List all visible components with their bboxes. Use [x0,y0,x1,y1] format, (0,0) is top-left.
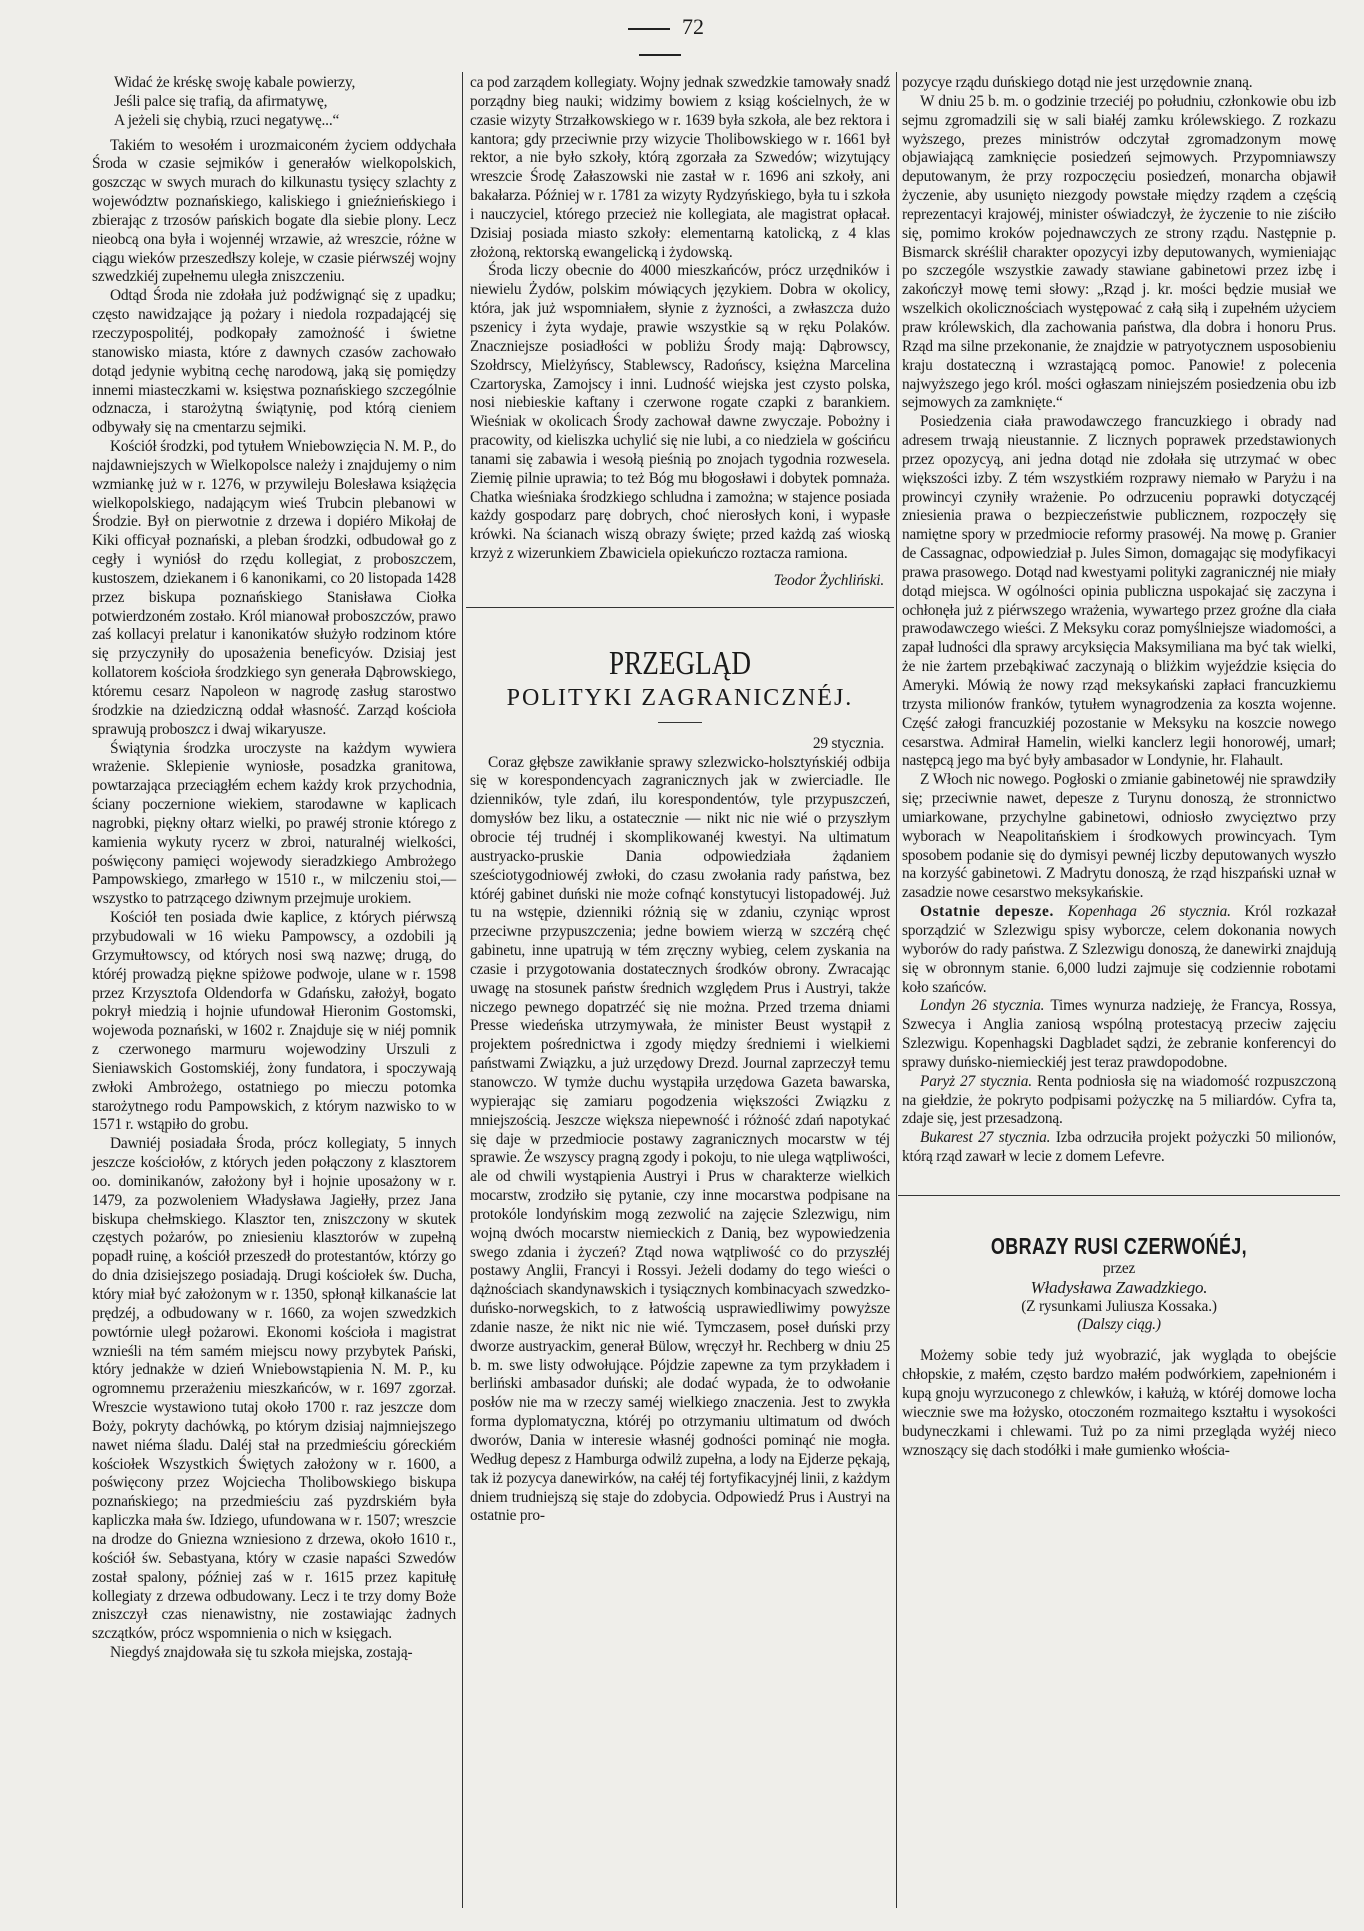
section-date: 29 stycznia. [812,734,884,752]
column-3 [902,74,1336,1460]
feuilleton-title: OBRAZY RUSI CZERWOŃÉJ, [990,1232,1248,1259]
dispatch-text: Renta podniosła się na wiadomość rozpuszczoną na giełdzie, że pokryto podpisami pożyczkę na 5 miliardów. Cyfra ta, zdaje się, jest przesadzoną. [902,1072,1336,1128]
paragraph: ca pod zarządem kollegiaty. Wojny jednak szwedzkie tamowały snadź porządny bieg nauki; widzimy bowiem z ksiąg kościelnych, że w czasie wizyty Strzałkowskiego w r. 1639 była szkoła, ale bez rektora i kantora; gdy przeciwnie przy wizycie Tholibowskiego w r. 1661 był rektor, a nie było szkoły, którą zgorzała za Szwedów; wizytujący wreszcie Środę Załaszowski nie zastał w r. 1696 ani szkoły, ani bakałarza. Później w r. 1781 za wizyty Rydzyńskiego, była tu i szkoła i nauczyciel, którego przecież nie kollegiata, ale magistrat opłacał. Dzisiaj posiada miasto szkoły: elementarną katolicką, z 4 klas złożoną, rektorską ewangelicką i żydowską. [470,74,890,261]
paragraph: Kościół środzki, pod tytułem Wniebowzięcia N. M. P., do najdawniejszych w Wielkopolsce należy i znajdujemy o nim wzmiankę już w r. 1276, w przywileju Bolesława książęcia wielkopolskiego, nadającym wieś Trubcin plebanowi w Środzie. Był on pierwotnie z drzewa i dopiéro Mikołaj de Kiki officyał poznański, a pleban środzki, odbudował go z cegły i wyniósł do rzędu kollegiat, z proboszczem, kustoszem, dziekanem i 6 kanonikami, co 20 listopada 1428 przez biskupa poznańskiego Stanisława Ciołka potwierdzoném zostało. Król mianował proboszczów, prawo zaś kollacyi prelatur i kanonikatów służyło rodzinom które się przyczyniły do uposażenia beneficyów. Dzisiaj jest kollatorem kościoła środzkiego syn generała Dąbrowskiego, któremu cesarz Napoleon w nagrodę zasług starostwo środzkie na dziedziczną oddał własność. Zarząd kościoła sprawują proboszcz i dwaj wikaryusze. [92,438,456,738]
paragraph: Środa liczy obecnie do 4000 mieszkańców, prócz urzędników i niewielu Żydów, polskim mówiących językiem. Dobra w okolicy, która, jak już wspomniałem, słynie z żyzności, a zwłaszcza dużo pszenicy i żyta wydaje, prawie wszystkie są w ręku Polaków. Znaczniejsze posiadłości w pobliżu Środy mają: Dąbrowscy, Szołdrscy, Mielżyńscy, Stablewscy, Radońscy, księżna Marcelina Czartoryska, Zamojscy i inni. Ludność wiejska jest czysto polska, nosi niebieskie kaftany i czerwone rogate czapki z barankiem. Wieśniak w okolicach Środy zachował dawne zwyczaje. Pobożny i pracowity, od kieliszka uchylić się nie lubi, a co niedziela w gościńcu tanami się zabawia i wesołą pieśnią po znojach tygodnia rozwesela. Ziemię pilnie uprawia; to też Bóg mu błogosławi i dobytek pomnaża. Chatka wieśniaka środzkiego schludna i zamożna; w stajence posiada każdy gospodarz parę dobrych, choć nierosłych koni, i wypasłe krówki. Na ścianach wiszą obrazy święte; przed każdą zaś wioską krzyż z wizerunkiem Zbawiciela opiekuńczo roztacza ramiona. [470,262,890,563]
page-number-text: 72 [682,14,704,39]
poem-excerpt [92,74,456,131]
dispatch [902,903,1336,997]
feuilleton-illustrations: (Z rysunkami Juliusza Kossaka.) [1021,1297,1217,1315]
column-divider [896,72,897,1908]
paragraph: Takiém to wesołém i urozmaiconém życiem oddychała Środa w czasie sejmików i generałów wielkopolskich, goszcząc w swych murach do kilkunastu tysięcy szlachty z województw poznańskiego, kaliskiego i gnieźnieńskiego i zbierając z trzosów pańskich bogate dla siebie plony. Lecz nieobcą ona była i wojennéj wrzawie, aż wreszcie, różne w ciągu wieków przeszedłszy koleje, w czasie piérwszéj wojny szwedzkiéj zupełnemu uległa zniszczeniu. [92,136,456,286]
poem-line: Widać że kréskę swoję kabale powierzy, [114,74,356,91]
paragraph: Z Włoch nic nowego. Pogłoski o zmianie gabinetowéj nie sprawdziły się; przeciwnie nawet, depesze z Turynu donoszą, że stronnictwo umiarkowane, przychylne gabinetowi, odniosło zwycięztwo przy wyborach w Neapolitańskiem i środkowych prowincyach. Tym sposobem podanie się do dymisyi pewnéj liczby deputowanych wyszło na korzyść gabinetowi. Z Madrytu donoszą, że rząd hiszpański uznał w zasadzie nowe cesarstwo meksykańskie. [902,771,1336,902]
dash-rule [628,28,670,30]
poem-line: Jeśli palce się trafią, da afirmatywę, [114,92,328,110]
title-rule [658,722,702,723]
page-number [590,14,730,66]
dispatch [902,997,1336,1072]
paragraph: W dniu 25 b. m. o godzinie trzeciéj po południu, członkowie obu izb sejmu zgromadzili się w sali białéj zamku królewskiego. Z rozkazu wyższego, prezes ministrów odczytał zgromadzonym mowę objawiającą zamknięcie posiedzeń sejmowych. Przypomniawszy deputowanym, że przy rozpoczęciu posiedzeń, monarcha objawił życzenie, aby usunięto niezgody powstałe między rządem a częścią reprezentacyi krajowéj, minister oświadczył, że życzenie to nie ziściło się, pomimo kroków pojednawczych ze strony rządu. Następnie p. Bismarck skréślił charakter opozycyi izby deputowanych, wymieniając po szczególe wszystkie zawady stawiane gabinetowi przez izbę i zakończył mowę temi słowy: „Rząd j. kr. mości będzie musiał we wszelkich okolicznościach występować z całą siłą i zupełném użyciem praw królewskich, dla zachowania państwa, dla dobra i honoru Prus. Rząd ma silne przekonanie, że znajdzie w patryotycznem usposobieniu kraju dostateczną i wzrastającą pomoc. Panowie! z polecenia najwyższego jego król. mości ogłaszam niniejszém posiedzenia obu izb sejmowych za zamknięte.“ [902,92,1336,412]
paragraph: Kościół ten posiada dwie kaplice, z których piérwszą przybudowali w 16 wieku Pampowscy, a ozdobili ją Grzymułtowscy, od których nosi swą nazwę; drugą, do któréj prowadzą piękne spiżowe podwoje, ulane w r. 1598 przez Krzysztofa Oldendorfa w Gdańsku, założył, bogato pokrył miedzią i hojnie ufundował Hieronim Gostomski, wojewoda poznański, w 1602 r. Znajduje się w niéj pomnik z czerwonego marmuru wojewodziny Urszuli z Sieniawskich Gostomskiéj, żony fundatora, i spoczywają zwłoki Ambrożego, ostatniego po mieczu potomka starożytnego rodu Pampowskich, z którym nazwisko to w 1571 r. wstąpiło do grobu. [92,909,456,1134]
section-subtitle: POLITYKI ZAGRANICZNÉJ. [506,684,854,711]
dispatch-text: Izba odrzuciła projekt pożyczki 50 milionów, którą rząd zawarł w lecie z domem Lefevre. [902,1129,1336,1166]
dispatch-text: Król rozkazał sporządzić w Szlezwigu spisy wyborcze, celem dokonania nowych wyborów do rady państwa. Z Szlezwigu donoszą, że danewirki znajdują się w obronnym stanie. 6,000 ludzi zajmuje się codziennie robotami koło szańców. [902,903,1336,996]
column-divider [462,72,463,1908]
paragraph: Świątynia środzka uroczyste na każdym wywiera wrażenie. Sklepienie wyniosłe, posadzka granitowa, powtarzająca przeciągłém echem każdy krok przychodnia, ściany poczernione wiekiem, starodawne w kaplicach nagrobki, piękny ołtarz wielki, po prawéj stronie którego z kamienia wykuty rycerz w zbroi, naturalnéj wielkości, poświęcony pamięci wojewody sieradzkiego Ambrożego Pampowskiego, zmarłego w 1510 r., w milczeniu stoi,—wszystko to patrzącego dziwnym przejmuje urokiem. [92,739,456,908]
dispatch [902,1129,1336,1167]
paragraph: Odtąd Środa nie zdołała już podźwignąć się z upadku; często nawidzające ją pożary i niedola rozpadającéj się rzeczypospolitéj, podkopały zamożność i świetne stanowisko miasta, które z dawnych czasów zachowało dotąd jedynie wybitną cechę narodową, jaką się pomiędzy innemi miasteczkami w. księstwa poznańskiego szczególnie odznacza, i starożytną świątynię, pod którą cieniem odbywały się na cmentarzu sejmiki. [92,287,456,437]
dispatch-place: Kopenhaga 26 stycznia. [1067,903,1231,921]
paragraph: Możemy sobie tedy już wyobrazić, jak wygląda to obejście chłopskie, z małém, często bardzo małém podwórkiem, zapełnioném i kupą gnoju wyrzuconego z chlewków, i kałużą, w któréj domowe locha wiecznie swe ma łożysko, otoczoném rozmaitego kształtu i wysokości budyneczkami i chlewami. Tuż po za nimi przegląda wyżéj nieco wznoszący się dach stodółki i małe gumienko włościa- [902,1347,1336,1459]
dash-rule [639,54,681,56]
author-signature: Teodor Żychliński. [773,571,884,589]
section-title: PRZEGLĄD [608,644,752,682]
column-2 [470,74,890,1526]
dispatch-place: Paryż 27 stycznia. [920,1072,1032,1090]
dispatch-place: Bukarest 27 stycznia. [920,1129,1051,1147]
poem-line: A jeżeli się chybią, rzuci negatywę...“ [114,111,340,129]
dispatch-place: Londyn 26 stycznia. [920,997,1045,1015]
paragraph: Niegdyś znajdowała się tu szkoła miejska, zostają- [110,1644,413,1662]
dispatches-heading: Ostatnie depesze. [920,903,1054,921]
feuilleton-by: przez [1102,1259,1136,1277]
paragraph: Dawniéj posiadała Środa, prócz kollegiaty, 5 innych jeszcze kościołów, z których jeden połączony z klasztorem oo. dominikanów, założony był i hojnie uposażony w r. 1479, za pozwoleniem Władysława Jagiełły, przez Jana biskupa chełmskiego. Klasztor ten, zniszczony w skutek częstych pożarów, po zniesieniu klasztorów w zupełną popadł ruinę, a kościół przeszedł do protestantów, którzy go do dnia dzisiejszego posiadają. Drugi kościołek św. Ducha, który miał być założonym w r. 1350, spłonął kilkanaście lat prędzéj, a odbudowany w r. 1660, za wojen szwedzkich powtórnie uległ pożarowi. Ekonomi kościoła i magistrat wznieśli na tém samém miejscu nowy przybytek Pański, który jednakże w dzień Wniebowstąpienia N. M. P., ku ogromnemu przerażeniu mieszkańców, w r. 1697 zgorzał. Wreszcie wystawiono tutaj około 1700 r. raz jeszcze dom Boży, pokryty dachówką, po którym dzisiaj najmniejszego nawet niéma śladu. Daléj stał na przedmieściu góreckiém kościołek Wszystkich Świętych założony w r. 1600, a poświęcony przez Wojciecha Tholibowskiego biskupa poznańskiego; na przedmieściu zaś pyzdrskiém była kapliczka mała św. Idziego, ufundowana w r. 1507; wreszcie na drodze do Gniezna wzniesiono z drzewa, około 1610 r., kościół św. Sebastyana, który w czasie napaści Szwedów został spalony, później zaś w r. 1615 przez kapitułę kollegiaty z drzewa odbudowany. Lecz i te trzy domy Boże zniszczył czas nienawistny, nie zostawiając żadnych szczątków, prócz wspomnienia o nich w księgach. [92,1135,456,1643]
section-divider [898,1195,1340,1196]
feuilleton-author: Władysława Zawadzkiego. [1030,1277,1208,1297]
paragraph: pozycye rządu duńskiego dotąd nie jest urzędownie znaną. [902,74,1253,91]
section-divider [466,607,894,608]
dispatch [902,1073,1336,1130]
dispatch-text: Times wynurza nadzieję, że Francya, Rossya, Szwecya i Anglia zaniosą wspólną protestacyą przeciw zajęciu Szlezwigu. Kopenhagski Dagbladet sądzi, że zebranie konferencyi do sprawy duńsko-niemieckiéj jest teraz prawdopodobne. [902,997,1336,1071]
paragraph: Posiedzenia ciała prawodawczego francuzkiego i obrady nad adresem trwają nieustannie. Z licznych poprawek przedstawionych przez opozycyą, ani jedna dotąd nie zdołała się utrzymać w obec większości izby. Z tém wszystkiém rozprawy niemało w Paryżu i na prowincyi czyniły wrażenie. Po odrzuceniu poprawki dotyczącéj zniesienia prawa o bezpieczeństwie publicznem, rozpoczęły się namiętne spory w przedmiocie reformy prasowéj. Na mowę p. Granier de Cassagnac, odpowiedział p. Jules Simon, domagając się modyfikacyi prawa prasowego. Dotąd nad kwestyami polityki zagranicznéj nie miały dotąd miejsca. W ogólności opinia publiczna uspokajać się zaczyna i ochłonęła już z piérwszego wrażenia, wywartego przez groźne dla ciała prawodawczego wieści. Z Meksyku coraz pomyślniejsze wiadomości, a zapał ludności dla sprawy arcyksięcia Maksymiliana ma być tak wielki, że nie żartem przebąkiwać zaczynają o bliżkim wyjeździe księcia do Ameryki. Mówią że nowy rząd meksykański zapłaci francuzkiemu trzysta milionów franków, tytułem wynagrodzenia za koszta wojenne. Część załogi francuzkiéj pozostanie w Meksyku na koszcie nowego cesarstwa. Admirał Hamelin, wielki kanclerz legii honorowéj, umarł; następcą jego ma być były ambasador w Londynie, hr. Flahault. [902,413,1336,770]
column-1 [92,74,456,1663]
paragraph: Coraz głębsze zawikłanie sprawy szlezwicko-holsztyńskiéj odbija się w korespondencyach zagranicznych jak w zwierciadle. Ile dzienników, tyle zdań, ilu korespondentów, tyle przypuszczeń, domysłów bez liku, a ostatecznie — nikt nic nie wié o przyszłym obrocie téj trudnéj i skomplikowanéj kwestyi. Na ultimatum austryacko-pruskie Dania odpowiedziała żądaniem sześciotygodniowéj zwłoki, do czasu zwołania rady państwa, bez któréj gabinet duński nie może cofnąć konstytucyi listopadowéj. Już tu na wstępie, dzienniki różnią się w zdaniu, czyniąc wprost przeciwne przypuszczenia; jedne bowiem wierzą w szczérą chęć gabinetu, inne upatrują w tém zręczny wybieg, celem zyskania na czasie i przygotowania dostatecznych środków obrony. Zwracając uwagę na stosunek państw średnich względem Prus i Austryi, także niczego pewnego dopatrzéć się nie można. Przed trzema dniami Presse wiedeńska utrzymywała, że minister Beust wystąpił z projektem pośrednictwa i zgody między średniemi i wielkiemi państwami Związku, a już urzędowy Drezd. Journal zaprzeczył temu stanowczo. W tymże duchu wystąpiła urzędowa Gazeta bawarska, wypierając się zamiaru pogodzenia większości Związku z mniejszością. Jeszcze większa niepewność i różność zdań napotykać się daje w przedmiocie postawy zagranicznych mocarstw w téj sprawie. Że wszyscy pragną zgody i pokoju, to nie ulega wątpliwości, ale od chwili wystąpienia Austryi i Prus w charakterze wielkich mocarstw, zrodziło się pytanie, czy inne mocarstwa podpisane na protokóle londyńskim mogą zezwolić na zajęcie Szlezwigu, nim wojną dwóch mocarstw niemieckich z Danią, bez wypowiedzenia swego zdania i życzeń? Ztąd nowa wątpliwość co do przyszłéj postawy Anglii, Francyi i Rossyi. Jeżeli dodamy do tego wieści o dążnościach skandynawskich i tysiącznych kombinacyach szwedzko-duńsko-norwegskich, to z łatwością usprawiedliwimy powyższe zdanie nasze, że nikt nic nie wié. Tymczasem, poseł duński przy dworze austryackim, generał Bülow, wręczył hr. Rechberg w dniu 25 b. m. swe listy odwołujące. Pójdzie zapewne za tym przykładem i berliński ambasador duński; ale dodać wypada, że to odwołanie posłów nie ma w rzeczy saméj wielkiego znaczenia. Jest to zwykła forma dyplomatyczna, któréj po otrzymaniu ultimatum od dwóch dworów, Dania w interesie własnéj godności pominąć nie mogła. Według depesz z Hamburga odwilż zupełna, a lody na Ejderze pękają, tak iż pozycya danewirków, na całéj téj fortyfikacyjnéj linii, z każdym dniem trudniejszą się staje do zdobycia. Odpowiedź Prus i Austryi na ostatnie pro- [470,753,890,1525]
feuilleton-continued: (Dalszy ciąg.) [1077,1316,1161,1334]
